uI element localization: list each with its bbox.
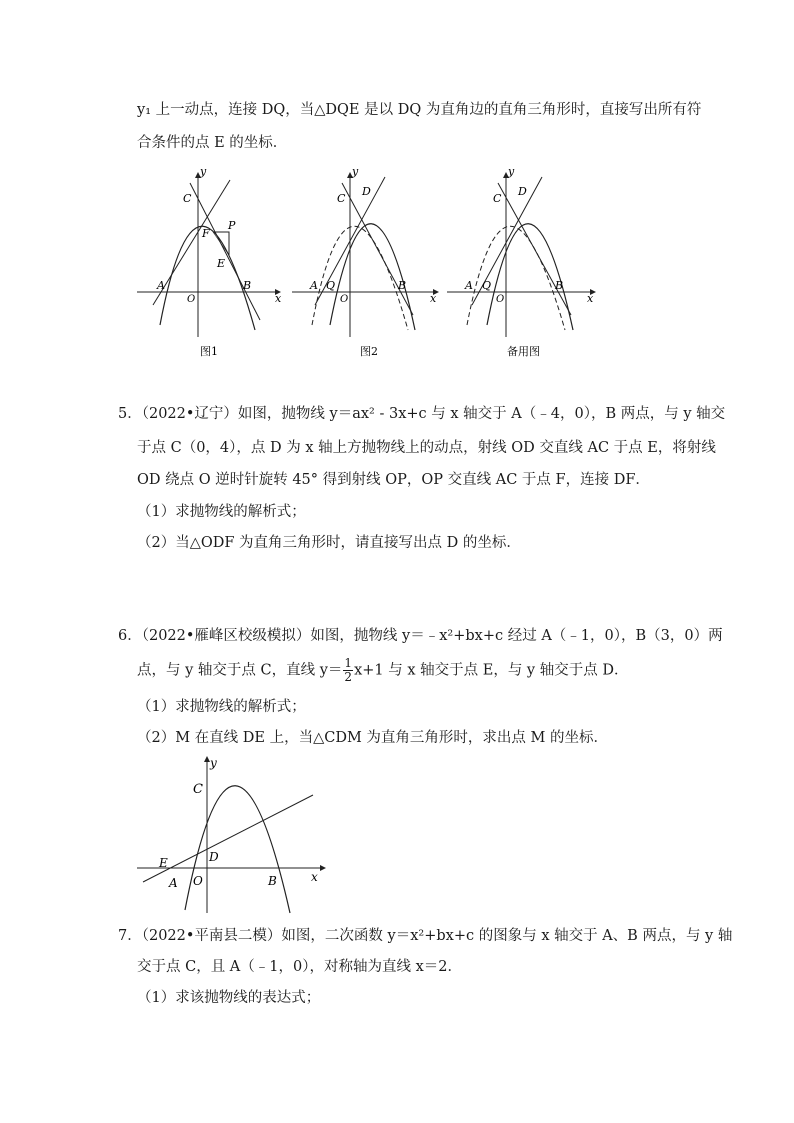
svg-text:B: B	[555, 279, 564, 292]
svg-text:A: A	[465, 279, 473, 292]
svg-text:D: D	[209, 850, 219, 864]
q6-part-2: （2）M 在直线 DE 上，当△CDM 为直角三角形时，求出点 M 的坐标．	[137, 730, 609, 746]
q4-text-line-1: y₁ 上一动点，连接 DQ，当△DQE 是以 DQ 为直角边的直角三角形时，直接写出所有符	[137, 102, 702, 118]
svg-text:P: P	[228, 219, 236, 232]
svg-text:O: O	[340, 294, 349, 305]
figure-1	[135, 165, 285, 364]
figure-q6	[135, 755, 335, 919]
svg-text:C: C	[193, 782, 203, 797]
svg-text:A: A	[310, 279, 318, 292]
svg-text:B: B	[398, 279, 407, 292]
svg-text:E: E	[217, 257, 226, 270]
fig1-caption: 图1	[200, 345, 218, 358]
svg-text:D: D	[518, 185, 527, 198]
svg-text:O: O	[187, 294, 196, 305]
q7-line-1: 7．（2022•平南县二模）如图，二次函数 y＝x²+bx+c 的图象与 x 轴交于 A、B 两点，与 y 轴	[118, 928, 733, 944]
q4-text-line-2: 合条件的点 E 的坐标．	[137, 135, 288, 151]
q5-line-2: 于点 C（0，4），点 D 为 x 轴上方抛物线上的动点，射线 OD 交直线 AC 于点 E，将射线	[137, 440, 716, 456]
q5-part-1: （1）求抛物线的解析式；	[137, 504, 306, 520]
svg-text:C: C	[337, 192, 346, 205]
q7-part-1: （1）求该抛物线的表达式；	[137, 990, 321, 1006]
fraction-one-half: $\frac{1}{2}$	[344, 656, 353, 684]
svg-text:B: B	[268, 874, 277, 888]
fig1-y-label: y	[200, 165, 207, 178]
figure-3	[445, 165, 600, 364]
q5-line-3: OD 绕点 O 逆时针旋转 45° 得到射线 OP，OP 交直线 AC 于点 F，连接 DF．	[137, 472, 650, 488]
svg-text:O: O	[496, 294, 505, 305]
q6-part-1: （1）求抛物线的解析式；	[137, 699, 306, 715]
svg-text:C: C	[183, 192, 192, 205]
q6-line-2: 点，与 y 轴交于点 C，直线 y＝ $\frac{1}{2}$ x+1 与 x 轴交于点 E，与 y 轴交于点 D．	[137, 656, 629, 684]
svg-text:x: x	[311, 870, 318, 884]
svg-text:O: O	[193, 874, 203, 888]
svg-text:A: A	[157, 279, 165, 292]
svg-text:x: x	[430, 292, 437, 305]
svg-text:Q: Q	[326, 279, 336, 292]
fig3-caption: 备用图	[507, 345, 540, 358]
q7-line-2: 交于点 C，且 A（﹣1，0），对称轴为直线 x＝2．	[137, 959, 462, 975]
q6-line-1: 6．（2022•雁峰区校级模拟）如图，抛物线 y＝﹣x²+bx+c 经过 A（﹣1，0），B（3，0）两	[118, 628, 723, 644]
q5-line-1: 5．（2022•辽宁）如图，抛物线 y＝ax² - 3x+c 与 x 轴交于 A（﹣4，0），B 两点，与 y 轴交	[118, 406, 726, 422]
svg-text:B: B	[243, 279, 252, 292]
svg-text:Q: Q	[482, 279, 492, 292]
fig1-x-label: x	[275, 292, 282, 305]
svg-text:E: E	[159, 856, 168, 870]
figure-2	[290, 165, 445, 364]
svg-text:y: y	[210, 756, 217, 770]
fig2-caption: 图2	[360, 345, 378, 358]
svg-text:x: x	[587, 292, 594, 305]
svg-text:F: F	[202, 227, 210, 240]
q5-part-2: （2）当△ODF 为直角三角形时，请直接写出点 D 的坐标．	[137, 535, 521, 551]
svg-text:y: y	[352, 165, 359, 178]
svg-text:y: y	[508, 165, 515, 178]
svg-text:A: A	[169, 876, 178, 890]
svg-text:C: C	[493, 192, 502, 205]
svg-text:D: D	[362, 185, 371, 198]
